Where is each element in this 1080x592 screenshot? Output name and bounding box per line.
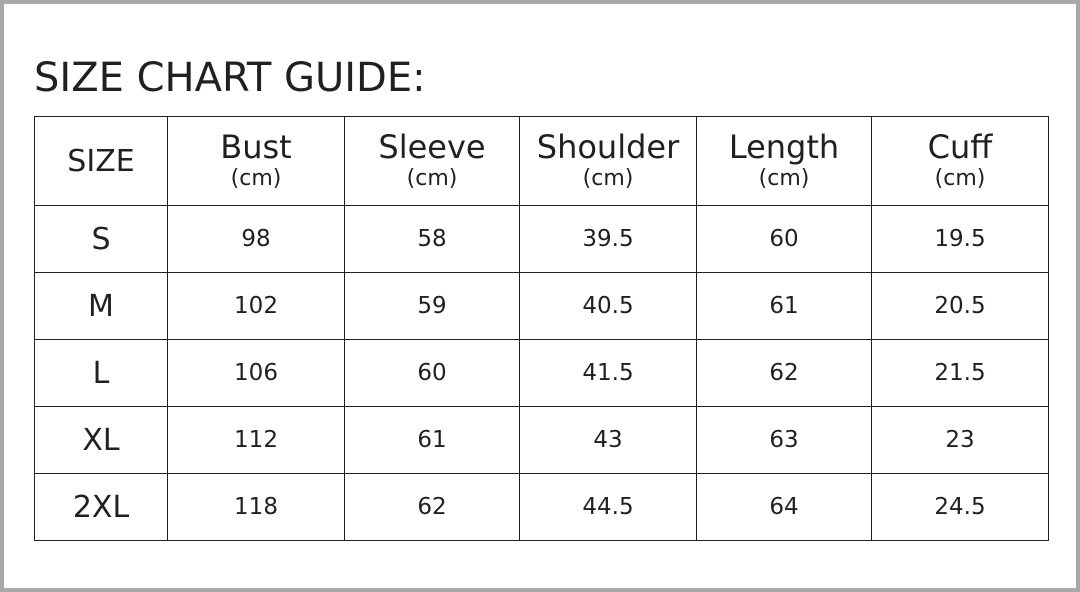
cuff-cell: 21.5 xyxy=(872,340,1049,407)
sleeve-cell: 61 xyxy=(345,407,520,474)
table-row xyxy=(35,206,1049,273)
table-row xyxy=(35,407,1049,474)
header-cell-size xyxy=(35,117,168,206)
shoulder-cell: 44.5 xyxy=(520,474,697,541)
shoulder-cell: 41.5 xyxy=(520,340,697,407)
bust-cell: 98 xyxy=(168,206,345,273)
shoulder-cell: 43 xyxy=(520,407,697,474)
header-cell-length xyxy=(697,117,872,206)
bust-cell: 106 xyxy=(168,340,345,407)
header-cell-sleeve xyxy=(345,117,520,206)
length-cell: 61 xyxy=(697,273,872,340)
shoulder-cell: 40.5 xyxy=(520,273,697,340)
cuff-cell: 24.5 xyxy=(872,474,1049,541)
length-cell: 64 xyxy=(697,474,872,541)
bust-cell: 102 xyxy=(168,273,345,340)
bust-cell: 118 xyxy=(168,474,345,541)
header-name: Cuff xyxy=(927,128,993,166)
bust-cell: 112 xyxy=(168,407,345,474)
cuff-cell: 19.5 xyxy=(872,206,1049,273)
header-name: Length xyxy=(728,128,840,166)
cuff-cell: 23 xyxy=(872,407,1049,474)
size-chart-table xyxy=(34,116,1049,541)
header-unit: (cm) xyxy=(582,166,634,191)
size-cell: L xyxy=(35,340,168,407)
length-cell: 60 xyxy=(697,206,872,273)
size-cell: 2XL xyxy=(35,474,168,541)
page-title: SIZE CHART GUIDE: xyxy=(34,55,426,101)
size-cell: XL xyxy=(35,407,168,474)
length-cell: 62 xyxy=(697,340,872,407)
header-cell-cuff xyxy=(872,117,1049,206)
size-cell: M xyxy=(35,273,168,340)
sleeve-cell: 58 xyxy=(345,206,520,273)
header-name: Sleeve xyxy=(378,128,486,166)
header-unit: (cm) xyxy=(406,166,458,191)
header-name: Bust xyxy=(220,128,292,166)
header-cell-bust xyxy=(168,117,345,206)
header-unit: (cm) xyxy=(934,166,986,191)
header-unit: (cm) xyxy=(758,166,810,191)
shoulder-cell: 39.5 xyxy=(520,206,697,273)
table-row xyxy=(35,474,1049,541)
table-row xyxy=(35,273,1049,340)
sleeve-cell: 62 xyxy=(345,474,520,541)
length-cell: 63 xyxy=(697,407,872,474)
header-cell-shoulder xyxy=(520,117,697,206)
header-name: Shoulder xyxy=(536,128,680,166)
table-row xyxy=(35,340,1049,407)
sleeve-cell: 60 xyxy=(345,340,520,407)
size-cell: S xyxy=(35,206,168,273)
sleeve-cell: 59 xyxy=(345,273,520,340)
header-unit: (cm) xyxy=(230,166,282,191)
cuff-cell: 20.5 xyxy=(872,273,1049,340)
table-header-row xyxy=(35,117,1049,206)
header-size-label: SIZE xyxy=(67,143,135,179)
